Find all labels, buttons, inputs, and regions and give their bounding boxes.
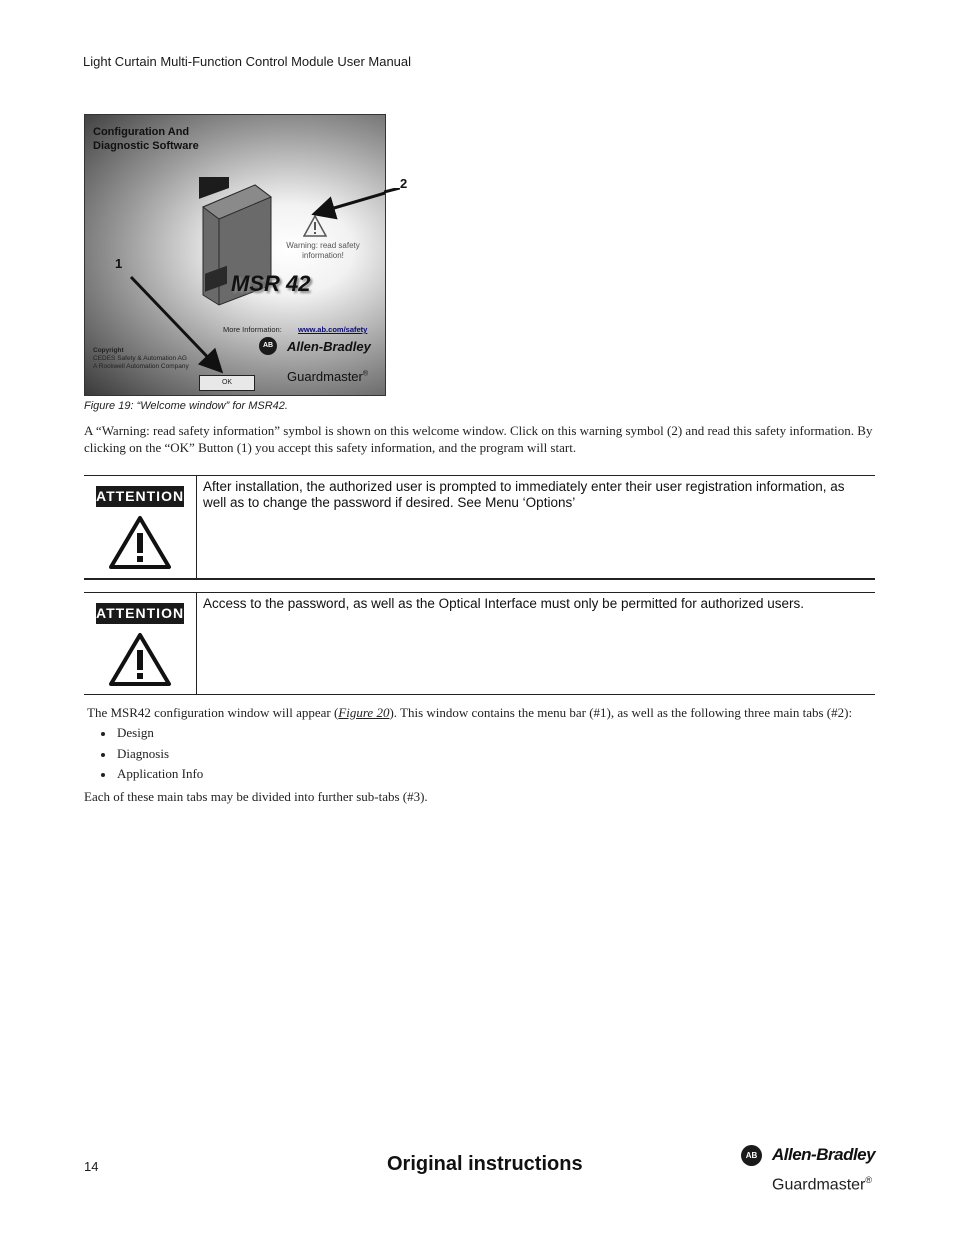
figure-20-link[interactable]: Figure 20 [338, 705, 390, 720]
attention-text: Access to the password, as well as the Optical Interface must only be permitted for authorized users. [203, 596, 805, 611]
warning-triangle-icon [108, 631, 172, 687]
welcome-window-screenshot [84, 114, 386, 396]
guardmaster-text: Guardmaster [287, 369, 363, 384]
guardmaster-text: Guardmaster [772, 1176, 866, 1194]
registered-mark: ® [362, 370, 369, 378]
config-window-paragraph [87, 704, 877, 721]
attention-box [84, 592, 875, 695]
attention-text: After installation, the authorized user is prompted to immediately enter their user registration information, as well as to change the password if desired. See Menu ‘Options’ [203, 479, 845, 510]
attention-badge: ATTENTION [96, 486, 184, 507]
screenshot-heading-line2: Diagnostic Software [93, 140, 199, 152]
callout-arrow-1 [131, 277, 219, 369]
more-info-label: More Information: [223, 325, 282, 334]
guardmaster-logo [772, 1175, 872, 1194]
intro-paragraph: A “Warning: read safety information” symbol is shown on this welcome window. Click on this warning symbol (2) and read this safety information. By clicking on the “OK” Button (1) you accept this safety information, and the program will start. [84, 423, 873, 455]
callout-2: 2 [400, 176, 408, 191]
callout-arrows [85, 115, 385, 395]
callout-arrow-2 [317, 193, 385, 213]
ab-logo-icon: AB [741, 1145, 762, 1166]
warning-triangle-icon [108, 514, 172, 570]
main-tabs-list [100, 723, 203, 785]
warning-line2: information! [302, 251, 344, 260]
config-text-after: ). This window contains the menu bar (#1), as well as the following three main tabs (#2): [389, 705, 853, 720]
config-text-before: The MSR42 configuration window will appear ( [87, 705, 339, 720]
more-info-link[interactable]: www.ab.com/safety [298, 325, 368, 334]
ok-button[interactable]: OK [199, 375, 255, 391]
copyright-label: Copyright [93, 347, 124, 354]
registered-mark: ® [865, 1175, 873, 1185]
screenshot-heading-line1: Configuration And [93, 126, 190, 138]
warning-line1: Warning: read safety [286, 241, 360, 250]
allen-bradley-logo: Allen-Bradley [772, 1145, 876, 1164]
attention-icon-cell [84, 593, 197, 694]
copyright-parent: A Rockwell Automation Company [93, 363, 189, 370]
figure-caption: Figure 19: “Welcome window” for MSR42. [84, 400, 288, 412]
callout-arrow-2-tail [384, 188, 400, 194]
product-name: MSR 42 [231, 271, 311, 296]
attention-icon-cell [84, 476, 197, 578]
callout-1: 1 [115, 256, 123, 271]
subtabs-paragraph: Each of these main tabs may be divided into further sub-tabs (#3). [84, 789, 428, 804]
page-number: 14 [84, 1159, 99, 1174]
attention-badge: ATTENTION [96, 603, 184, 624]
allen-bradley-logo: Allen-Bradley [287, 339, 371, 354]
list-item: Design [100, 723, 203, 744]
attention-box [84, 475, 875, 580]
ab-logo-icon: AB [259, 337, 277, 355]
running-header: Light Curtain Multi-Function Control Module User Manual [83, 54, 412, 69]
copyright-company: CEDES Safety & Automation AG [93, 355, 187, 362]
footer-title: Original instructions [387, 1153, 583, 1175]
list-item: Diagnosis [100, 744, 203, 765]
list-item: Application Info [100, 764, 203, 785]
